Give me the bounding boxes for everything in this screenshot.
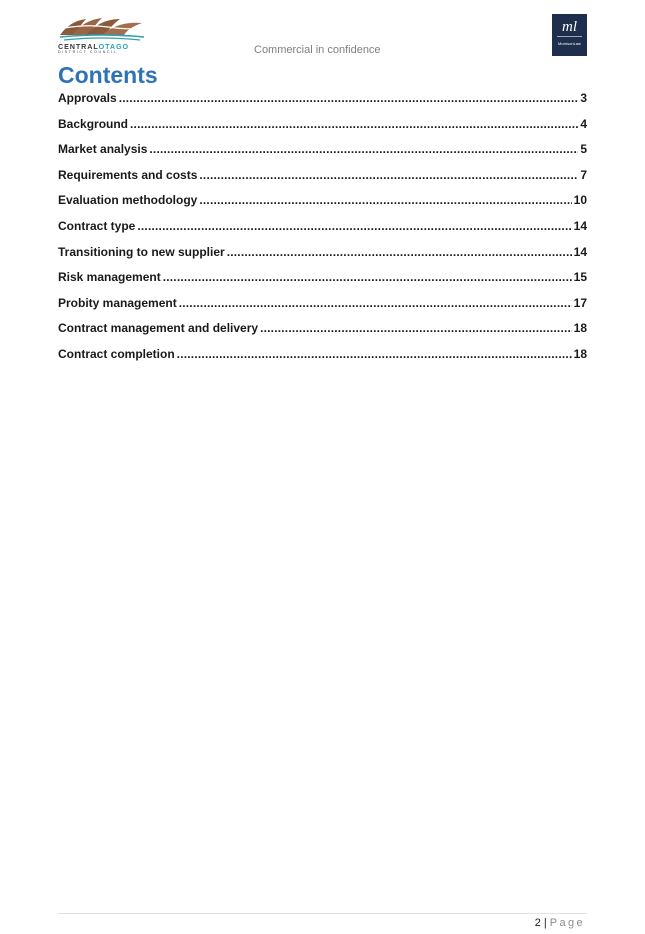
toc-entry-page: 14: [573, 218, 587, 233]
toc-entry-label: Transitioning to new supplier: [58, 244, 225, 259]
toc-entry-page: 17: [573, 295, 587, 310]
toc-entry-page: 18: [573, 346, 587, 361]
council-logo-subtitle: DISTRICT COUNCIL: [58, 50, 118, 54]
toc-entry-requirements-and-costs[interactable]: [58, 168, 587, 194]
footer-page-word: Page: [549, 917, 585, 929]
toc-entry-page: 3: [580, 91, 587, 105]
toc-dot-leader: [199, 168, 578, 182]
toc-dot-leader: [130, 117, 578, 131]
toc-dot-leader: [149, 142, 578, 156]
toc-entry-background[interactable]: [58, 117, 587, 143]
toc-entry-label: Evaluation methodology: [58, 193, 198, 208]
toc-dot-leader: [260, 321, 572, 335]
footer-separator: |: [543, 917, 547, 929]
toc-dot-leader: [119, 91, 579, 105]
council-logo-name-part1: CENTRAL: [58, 42, 99, 51]
hills-logo-graphic: [58, 15, 146, 41]
toc-entry-page: 14: [573, 244, 587, 259]
toc-dot-leader: [179, 296, 572, 310]
toc-dot-leader: [199, 193, 571, 207]
toc-entry-probity-management[interactable]: [58, 296, 587, 322]
table-of-contents: [58, 91, 587, 373]
council-logo: [58, 15, 146, 55]
law-firm-monogram: ml: [562, 19, 577, 35]
toc-entry-risk-management[interactable]: [58, 270, 587, 296]
law-firm-logo: [552, 14, 587, 56]
footer-page-number: 2: [534, 917, 541, 929]
toc-entry-label: Background: [58, 116, 129, 131]
toc-entry-contract-management-and-delivery[interactable]: [58, 321, 587, 347]
toc-entry-page: 18: [573, 321, 587, 336]
toc-dot-leader: [227, 245, 572, 259]
toc-dot-leader: [163, 270, 572, 284]
toc-entry-label: Contract management and delivery: [58, 321, 259, 336]
toc-entry-contract-completion[interactable]: [58, 347, 587, 373]
toc-entry-label: Risk management: [58, 270, 161, 285]
toc-entry-label: Approvals: [58, 91, 117, 105]
toc-entry-label: Requirements and costs: [58, 167, 198, 182]
toc-entry-label: Contract completion: [58, 346, 175, 361]
confidentiality-notice: Commercial in confidence: [254, 44, 381, 56]
toc-entry-evaluation-methodology[interactable]: [58, 193, 587, 219]
toc-entry-market-analysis[interactable]: [58, 142, 587, 168]
contents-heading: Contents: [58, 62, 158, 88]
council-logo-name-part2: OTAGO: [98, 42, 129, 51]
toc-entry-label: Contract type: [58, 218, 136, 233]
toc-entry-contract-type[interactable]: [58, 219, 587, 245]
law-firm-name: MorrisonLaw: [558, 41, 581, 46]
toc-dot-leader: [137, 219, 571, 233]
toc-entry-approvals[interactable]: [58, 91, 587, 117]
page-footer: [535, 917, 585, 929]
logo-divider: [557, 36, 582, 37]
toc-entry-page: 4: [580, 116, 587, 131]
toc-entry-label: Market analysis: [58, 142, 148, 157]
toc-entry-page: 15: [573, 270, 587, 285]
toc-dot-leader: [177, 347, 572, 361]
footer-divider: [58, 913, 587, 914]
toc-entry-page: 10: [573, 193, 587, 208]
toc-entry-label: Probity management: [58, 295, 177, 310]
toc-entry-page: 7: [580, 167, 587, 182]
toc-entry-page: 5: [580, 142, 587, 157]
toc-entry-transitioning-to-new-supplier[interactable]: [58, 245, 587, 271]
